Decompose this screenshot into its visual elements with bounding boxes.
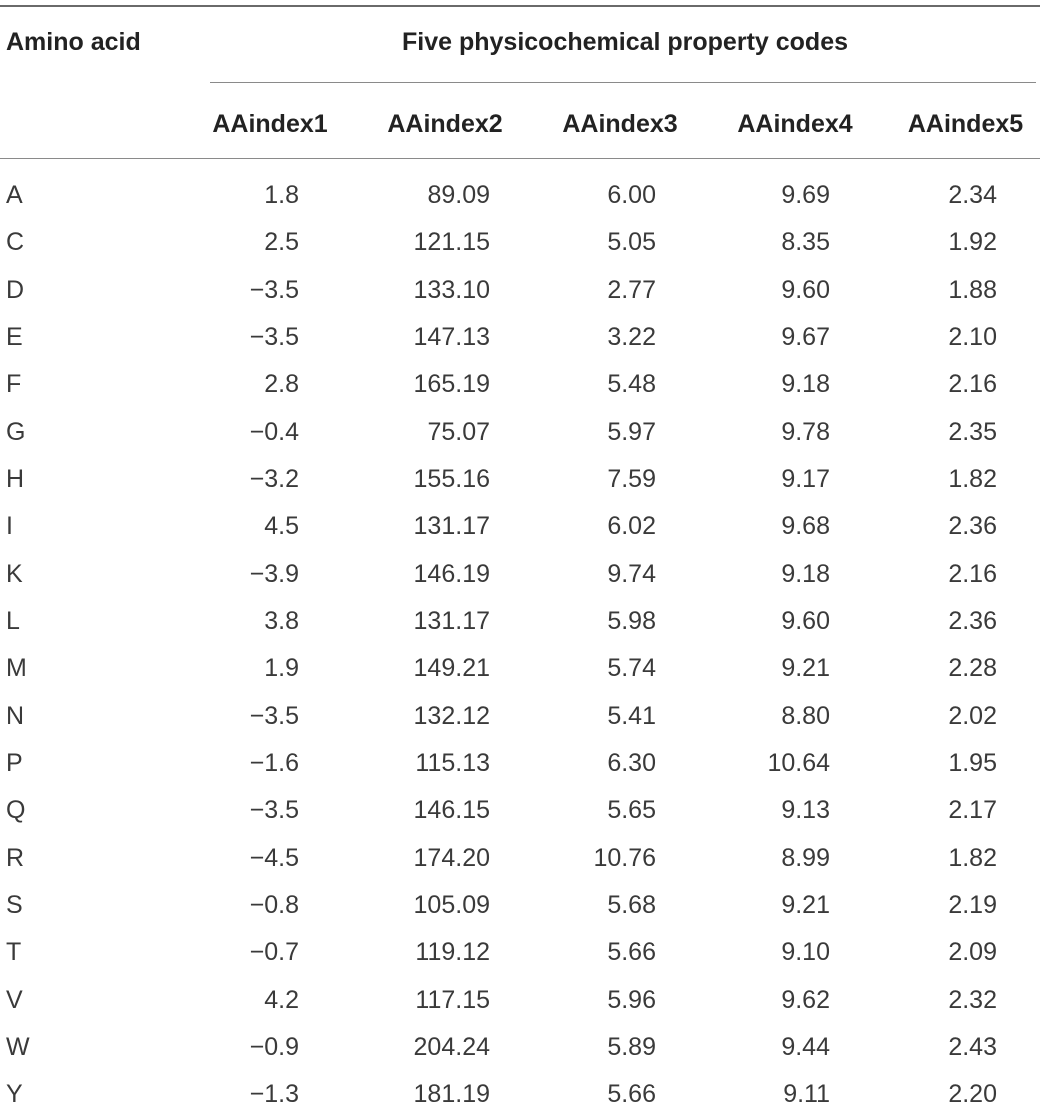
aaindex2-cell: 146.19 — [413, 559, 490, 588]
amino-acid-cell: Y — [6, 1080, 23, 1109]
aaindex3-cell: 5.66 — [607, 938, 656, 967]
aaindex5-cell: 2.36 — [948, 512, 997, 541]
table-row — [0, 693, 1040, 740]
aaindex2-cell: 146.15 — [413, 796, 490, 825]
aaindex4-cell: 9.67 — [781, 322, 830, 351]
aaindex5-cell: 2.16 — [948, 559, 997, 588]
table-row — [0, 1071, 1040, 1118]
aaindex1-cell: 2.8 — [264, 370, 299, 399]
aaindex5-cell: 2.02 — [948, 701, 997, 730]
aaindex2-cell: 115.13 — [415, 748, 490, 777]
amino-acid-cell: T — [6, 938, 22, 967]
aaindex2-cell: 133.10 — [413, 275, 490, 304]
aaindex2-cell: 131.17 — [413, 606, 490, 635]
table-row — [0, 1024, 1040, 1071]
amino-acid-cell: H — [6, 464, 25, 493]
aaindex2-cell: 131.17 — [413, 512, 490, 541]
aaindex1-cell: −0.7 — [249, 938, 299, 967]
aaindex2-cell: 105.09 — [413, 890, 490, 919]
aaindex1-cell: −0.4 — [249, 417, 299, 446]
aaindex4-cell: 9.69 — [781, 181, 830, 209]
amino-acid-cell: C — [6, 228, 25, 257]
aaindex3-cell: 7.59 — [607, 464, 656, 493]
aaindex3-cell: 5.97 — [607, 417, 656, 446]
aaindex2-cell: 75.07 — [427, 417, 490, 446]
amino-acid-cell: N — [6, 701, 25, 730]
aaindex5-cell: 2.32 — [948, 985, 997, 1014]
aaindex4-cell: 9.18 — [781, 559, 830, 588]
amino-acid-cell: F — [6, 370, 22, 399]
aaindex2-cell: 119.12 — [415, 938, 490, 967]
aaindex2-cell: 155.16 — [413, 464, 490, 493]
aaindex1-cell: 4.2 — [264, 985, 299, 1014]
aaindex3-cell: 5.68 — [607, 890, 656, 919]
table-row — [0, 740, 1040, 787]
amino-acid-cell: P — [6, 748, 23, 777]
aaindex2-cell: 121.15 — [413, 228, 490, 257]
aaindex4-cell: 9.62 — [781, 985, 830, 1014]
column-header-aaindex2: AAindex2 — [387, 110, 503, 138]
table-row — [0, 267, 1040, 314]
aaindex5-cell: 2.43 — [948, 1032, 997, 1061]
aaindex4-cell: 8.35 — [781, 228, 830, 257]
aaindex4-cell: 9.17 — [781, 464, 830, 493]
aaindex3-cell: 5.98 — [607, 606, 656, 635]
amino-acid-cell: S — [6, 890, 23, 919]
table-row — [0, 314, 1040, 361]
amino-acid-cell: I — [6, 512, 13, 541]
table-row — [0, 409, 1040, 456]
aaindex1-cell: −3.9 — [249, 559, 299, 588]
aaindex3-cell: 5.65 — [607, 796, 656, 825]
aaindex3-cell: 3.22 — [607, 322, 656, 351]
table-row — [0, 172, 1040, 219]
aaindex4-cell: 9.44 — [781, 1032, 830, 1061]
aaindex3-cell: 5.89 — [607, 1032, 656, 1061]
aaindex2-cell: 89.09 — [427, 181, 490, 209]
aaindex4-cell: 9.68 — [781, 512, 830, 541]
table-row — [0, 219, 1040, 266]
aaindex5-cell: 1.82 — [948, 464, 997, 493]
aaindex1-cell: −4.5 — [249, 843, 299, 872]
aaindex1-cell: −3.5 — [249, 701, 299, 730]
aaindex2-cell: 174.20 — [413, 843, 490, 872]
aaindex3-cell: 5.74 — [607, 654, 656, 683]
aaindex2-cell: 204.24 — [413, 1032, 490, 1061]
column-header-aaindex4: AAindex4 — [737, 110, 853, 138]
aaindex5-cell: 2.34 — [948, 181, 997, 209]
table-row — [0, 551, 1040, 598]
aaindex3-cell: 6.02 — [607, 512, 656, 541]
aaindex1-cell: 4.5 — [264, 512, 299, 541]
aaindex2-cell: 181.19 — [413, 1080, 490, 1109]
column-header-aaindex1: AAindex1 — [212, 110, 328, 138]
aaindex4-cell: 10.64 — [767, 748, 830, 777]
amino-acid-cell: V — [6, 985, 23, 1014]
amino-acid-cell: K — [6, 559, 23, 588]
aaindex4-cell: 9.60 — [781, 275, 830, 304]
header-bottom-rule — [0, 158, 1040, 159]
aaindex1-cell: −0.9 — [249, 1032, 299, 1061]
aaindex2-cell: 149.21 — [413, 654, 490, 683]
aaindex2-cell: 165.19 — [413, 370, 490, 399]
aaindex1-cell: 3.8 — [264, 606, 299, 635]
column-header-aaindex5: AAindex5 — [907, 110, 1024, 138]
aaindex5-cell: 1.88 — [948, 275, 997, 304]
aaindex4-cell: 8.99 — [781, 843, 830, 872]
aaindex3-cell: 6.00 — [607, 181, 656, 209]
aaindex5-cell: 2.35 — [948, 417, 997, 446]
table-row — [0, 645, 1040, 692]
aaindex1-cell: 2.5 — [264, 228, 299, 257]
aaindex1-cell: −3.5 — [249, 322, 299, 351]
amino-acid-cell: A — [6, 181, 23, 209]
aaindex3-cell: 9.74 — [607, 559, 656, 588]
table-row — [0, 787, 1040, 834]
amino-acid-cell: G — [6, 417, 26, 446]
property-codes-group-header: Five physicochemical property codes — [402, 28, 848, 56]
aaindex1-cell: −3.2 — [249, 464, 299, 493]
amino-acid-cell: D — [6, 275, 25, 304]
aaindex5-cell: 1.82 — [948, 843, 997, 872]
aaindex1-cell: 1.9 — [264, 654, 299, 683]
column-header-aaindex3: AAindex3 — [562, 110, 678, 138]
aaindex4-cell: 8.80 — [781, 701, 830, 730]
aaindex3-cell: 6.30 — [607, 748, 656, 777]
aaindex2-cell: 147.13 — [413, 322, 490, 351]
amino-acid-cell: R — [6, 843, 25, 872]
table-row — [0, 977, 1040, 1024]
aaindex5-cell: 1.95 — [948, 748, 997, 777]
aaindex1-cell: 1.8 — [264, 181, 299, 209]
aaindex4-cell: 9.78 — [781, 417, 830, 446]
group-header-rule — [210, 82, 1036, 83]
table-row — [0, 456, 1040, 503]
table-row — [0, 882, 1040, 929]
aaindex4-cell: 9.11 — [783, 1080, 830, 1109]
aaindex2-cell: 117.15 — [415, 985, 490, 1014]
aaindex4-cell: 9.10 — [781, 938, 830, 967]
amino-acid-cell: W — [6, 1032, 30, 1061]
aaindex5-cell: 2.16 — [948, 370, 997, 399]
aaindex1-cell: −3.5 — [249, 275, 299, 304]
aaindex1-cell: −0.8 — [249, 890, 299, 919]
aaindex3-cell: 5.41 — [607, 701, 656, 730]
aaindex3-cell: 5.96 — [607, 985, 656, 1014]
aaindex5-cell: 2.28 — [948, 654, 997, 683]
aaindex3-cell: 5.05 — [607, 228, 656, 257]
aaindex1-cell: −1.6 — [249, 748, 299, 777]
aaindex4-cell: 9.60 — [781, 606, 830, 635]
aaindex5-cell: 2.09 — [948, 938, 997, 967]
table-body — [0, 172, 1040, 1119]
aaindex2-cell: 132.12 — [413, 701, 490, 730]
aaindex5-cell: 2.20 — [948, 1080, 997, 1109]
aaindex5-cell: 2.17 — [948, 796, 997, 825]
aaindex4-cell: 9.18 — [781, 370, 830, 399]
table-top-rule — [0, 5, 1040, 7]
aaindex5-cell: 2.10 — [948, 322, 997, 351]
table-row — [0, 929, 1040, 976]
aaindex5-cell: 2.19 — [948, 890, 997, 919]
aaindex4-cell: 9.13 — [781, 796, 830, 825]
aaindex3-cell: 5.48 — [607, 370, 656, 399]
amino-acid-cell: E — [6, 322, 23, 351]
amino-acid-cell: L — [6, 606, 20, 635]
table-row — [0, 835, 1040, 882]
aaindex1-cell: −3.5 — [249, 796, 299, 825]
table-row — [0, 361, 1040, 408]
aaindex1-cell: −1.3 — [249, 1080, 299, 1109]
amino-acid-cell: Q — [6, 796, 26, 825]
aaindex3-cell: 2.77 — [607, 275, 656, 304]
aaindex4-cell: 9.21 — [781, 890, 830, 919]
amino-acid-cell: M — [6, 654, 27, 683]
aaindex3-cell: 5.66 — [607, 1080, 656, 1109]
table-row — [0, 598, 1040, 645]
aaindex4-cell: 9.21 — [781, 654, 830, 683]
amino-acid-header: Amino acid — [6, 28, 141, 56]
aaindex5-cell: 1.92 — [948, 228, 997, 257]
aaindex5-cell: 2.36 — [948, 606, 997, 635]
table-row — [0, 503, 1040, 550]
aaindex3-cell: 10.76 — [593, 843, 656, 872]
